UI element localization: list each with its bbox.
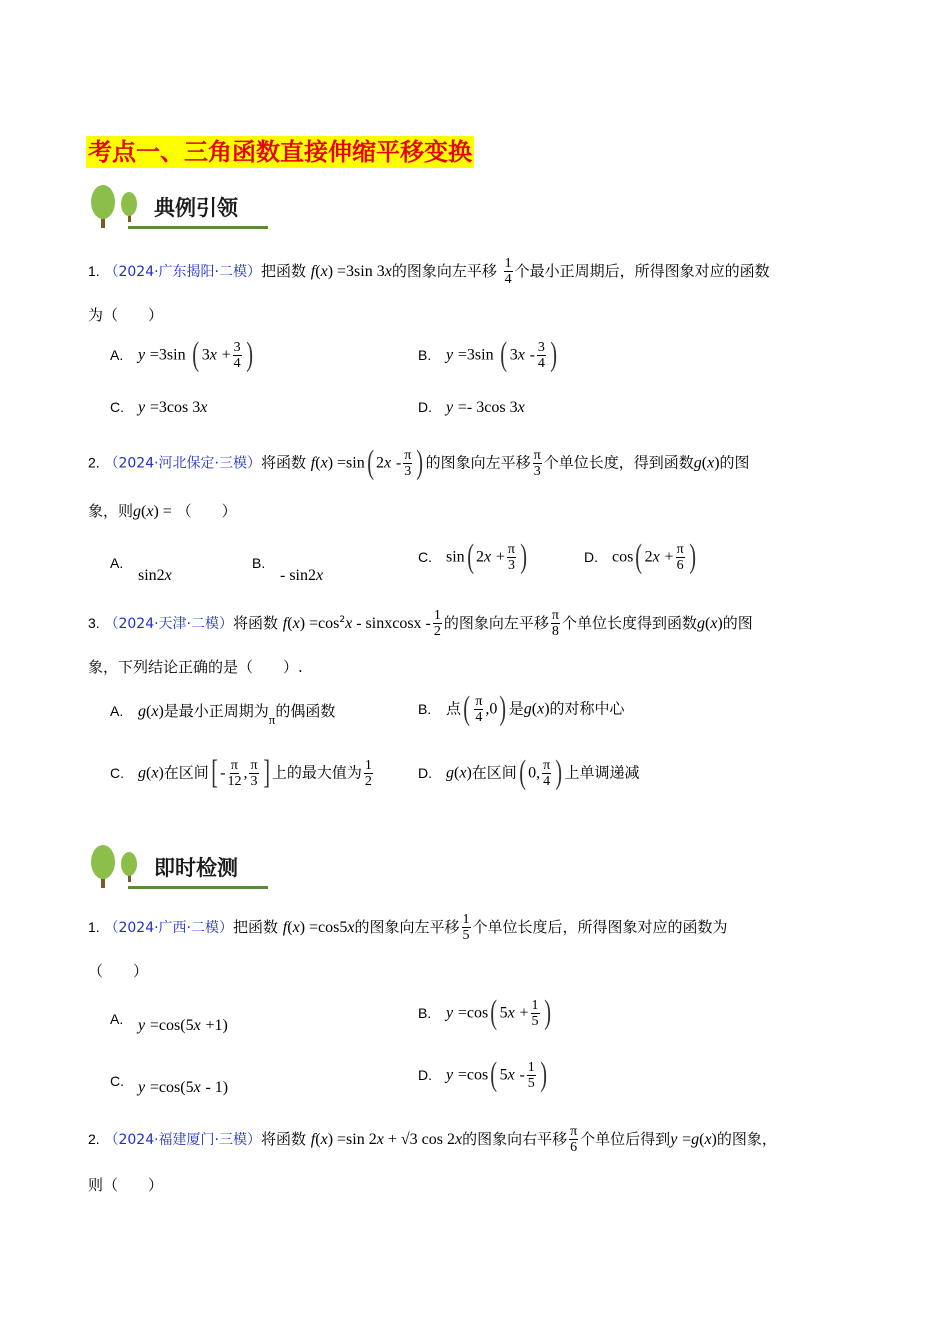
example-2-option-c[interactable]: C. sin( 2x + $\frac{\pi}{3}$ ) [418,538,528,575]
tree-icon [88,182,150,230]
example-1-option-d[interactable]: D. y =- 3cos 3x [418,399,525,416]
test-1-line1: 1. （2024·广西·二模）把函数 f(x) =cos5x的图象向左平移 $\frac{1}{5}$ 个单位长度后，所得图象对应的函数为 [88,912,728,943]
example-2-line2: 象，则g(x) = （ ） [88,502,237,520]
example-1-option-a[interactable]: A. y =3sin ( 3x + $\frac{3}{4}$ ) [110,336,253,373]
example-1-option-b[interactable]: B. y =3sin ( 3x - $\frac{3}{4}$ ) [418,336,557,373]
banner-underline [128,886,268,889]
test-1-option-a[interactable]: A. y =cos(5x +1) [110,1011,228,1034]
banner-label: 即时检测 [154,856,238,880]
test-1-option-c[interactable]: C. y =cos(5x - 1) [110,1073,229,1096]
example-3-option-d[interactable]: D. g(x)在区间( 0, $\frac{\pi}{4}$ ) 上单调递减 [418,754,640,791]
banner-label: 典例引领 [154,196,238,220]
tree-icon [88,842,150,890]
example-3-option-c[interactable]: C. g(x)在区间[ - $\frac{\pi}{12}$ , $\frac{\pi}{3}$ ] 上的最大值为 $\frac{1}{2}$ [110,754,372,791]
example-1-line2: 为（ ） [88,306,164,324]
example-3-option-b[interactable]: B. 点( $\frac{\pi}{4}$ ,0) 是g(x)的对称中心 [418,690,625,727]
test-2-line1: 2. （2024·福建厦门·三模）将函数 f(x) =sin 2x + √3 cos 2x的图象向右平移 $\frac{\pi}{6}$ 个单位后得到y =g(x)的图象， [88,1124,777,1155]
example-3-option-a[interactable]: A. g(x)是最小正周期为π的偶函数 [110,702,336,727]
example-banner [88,182,288,232]
example-3-line2: 象，下列结论正确的是（ ）. [88,658,303,676]
test-1-option-d[interactable]: D. y =cos( 5x - $\frac{1}{5}$ ) [418,1056,547,1093]
test-1-line2: （ ） [88,962,149,980]
test-2-line2: 则（ ） [88,1176,164,1194]
example-2-line1: 2. （2024·河北保定·三模）将函数 f(x) =sin( 2x - $\frac{\pi}{3}$ ) 的图象向左平移 $\frac{\pi}{3}$ 个单位长度，得到函数g(x)的图 [88,444,750,481]
banner-underline [128,226,268,229]
test-banner [88,842,288,892]
section-title: 考点一、三角函数直接伸缩平移变换 [88,138,472,166]
example-2-option-b[interactable]: B.- sin2x [252,555,324,584]
example-3-line1: 3. （2024·天津·二模）将函数 $f(x) =\cos^2x$ - sinxcosx - $\frac{1}{2}$ 的图象向左平移 $\frac{\pi}{8}$ 个单位长度得到函数g(x)的图 [88,608,753,639]
test-1-option-b[interactable]: B. y =cos( 5x + $\frac{1}{5}$ ) [418,994,551,1031]
example-1-option-c[interactable]: C. y =3cos 3x [110,399,208,416]
example-2-option-a[interactable]: A.sin2x [110,555,172,584]
example-2-option-d[interactable]: D. cos( 2x + $\frac{\pi}{6}$ ) [584,538,696,575]
example-1-line1: 1. （2024·广东揭阳·二模）把函数 f(x) =3sin 3x的图象向左平移 $\frac{1}{4}$ 个最小正周期后，所得图象对应的函数 [88,256,770,287]
